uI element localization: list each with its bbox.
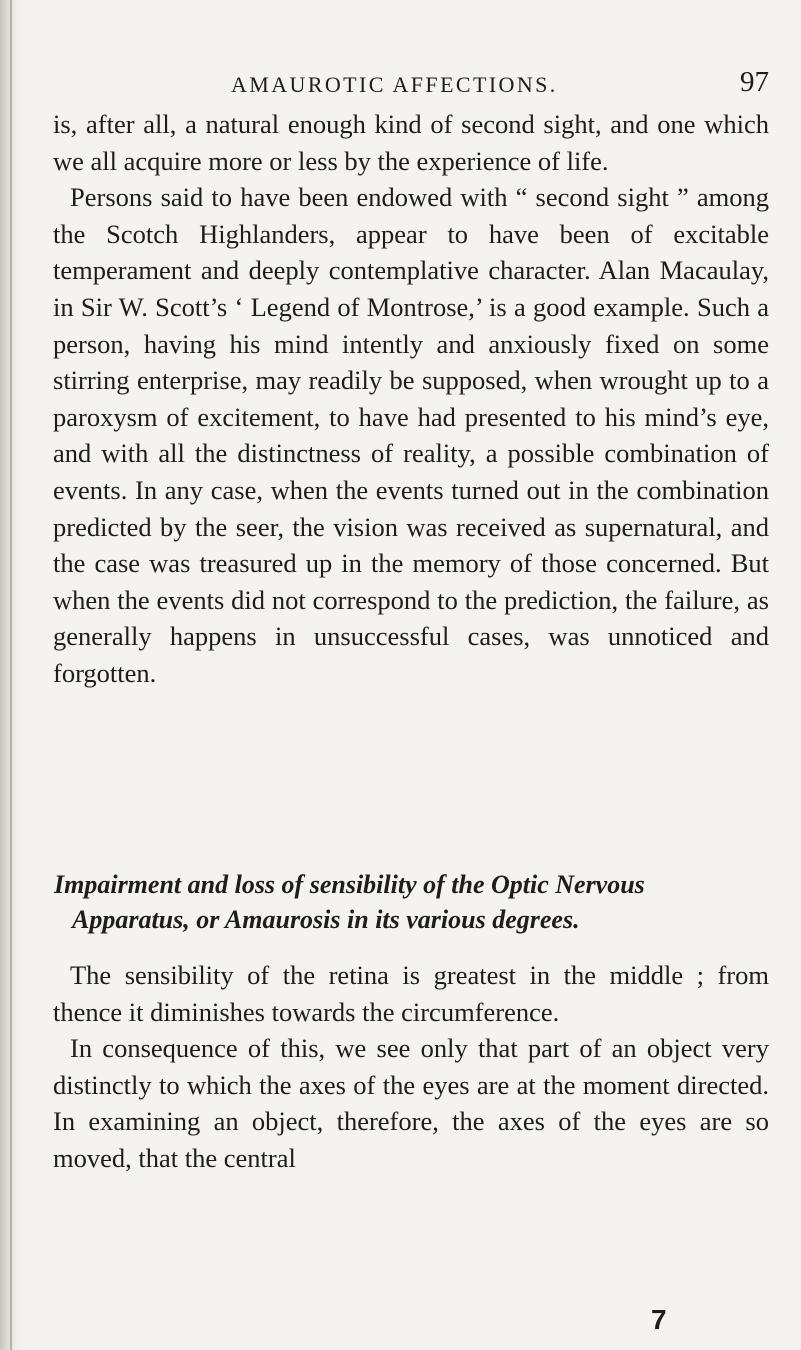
body-text: [53, 106, 769, 692]
section-heading-line-1: Impairment and loss of sensibility of the Optic Nervous: [54, 870, 645, 899]
section-body-text: [53, 957, 769, 1177]
section-heading-line-2: Apparatus, or Amaurosis in its various degrees.: [72, 905, 580, 934]
signature-mark: 7: [651, 1304, 667, 1335]
paragraph-consequence: In consequence of this, we see only that part of an object very distinctly to which the axes of the eyes are at the moment directed. In examining an object, therefore, the axes of the eyes are so moved, that the central: [53, 1033, 769, 1173]
paragraph-second-sight: Persons said to have been endowed with “ second sight ” among the Scotch Highlanders, appear to have been of excitable temperament and deeply contemplative character. Alan Macaulay, in Sir W. Scott’s ‘ Legend of Montrose,’ is a good example. Such a person, having his mind intently and anxiously fixed on some stirring enterprise, may readily be supposed, when wrought up to a paroxysm of excitement, to have had presented to his mind’s eye, and with all the distinctness of reality, a possible combination of events. In any case, when the events turned out in the combination predicted by the seer, the vision was received as supernatural, and the case was treasured up in the memory of those concerned. But when the events did not correspond to the prediction, the failure, as generally happens in unsuccessful cases, was unnoticed and forgotten.: [53, 182, 769, 688]
paragraph-continuation: is, after all, a natural enough kind of second sight, and one which we all acquire more or less by the experience of life.: [53, 109, 769, 176]
section-heading: [54, 867, 768, 937]
binding-line: [10, 0, 12, 1350]
running-title: AMAUROTIC AFFECTIONS.: [231, 72, 558, 97]
running-head: [0, 66, 801, 106]
page-number: 97: [740, 66, 769, 98]
paragraph-retina-sensibility: The sensibility of the retina is greatest in the middle ; from thence it diminishes towards the circumference.: [53, 960, 769, 1027]
